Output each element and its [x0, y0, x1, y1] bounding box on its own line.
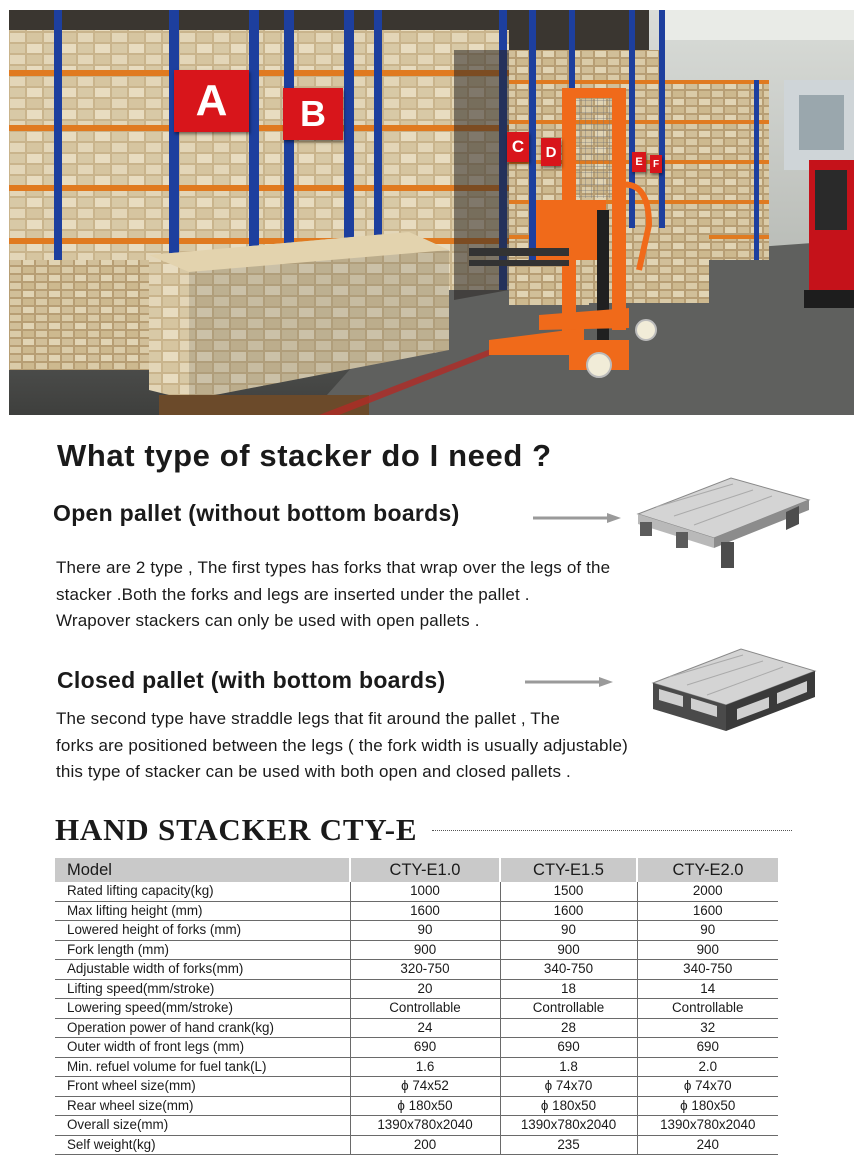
spec-value-cell: ϕ 180x50 — [350, 1096, 500, 1116]
spec-value-cell: 900 — [350, 940, 500, 960]
spec-value-cell: 1.8 — [500, 1057, 637, 1077]
spec-value-cell: 1600 — [500, 901, 637, 921]
spec-label-cell: Min. refuel volume for fuel tank(L) — [55, 1057, 350, 1077]
spec-label-cell: Fork length (mm) — [55, 940, 350, 960]
column-header-cty-e2-0: CTY-E2.0 — [637, 858, 778, 882]
spec-value-cell: 90 — [637, 921, 778, 941]
open-pallet-line-3: Wrapover stackers can only be used with open pallets . — [56, 611, 480, 630]
warehouse-photo — [9, 10, 854, 415]
table-row — [55, 960, 778, 980]
open-pallet-line-2: stacker .Both the forks and legs are inserted under the pallet . — [56, 584, 530, 604]
spec-value-cell: Controllable — [637, 999, 778, 1019]
column-header-cty-e1-0: CTY-E1.0 — [350, 858, 500, 882]
arrow-right-icon — [533, 511, 621, 525]
open-pallet-icon — [636, 476, 811, 572]
table-row — [55, 1135, 778, 1155]
spec-value-cell: 2000 — [637, 882, 778, 901]
spec-value-cell: Controllable — [350, 999, 500, 1019]
rack-sign-b: B — [283, 88, 343, 140]
rack-sign-c: C — [507, 132, 529, 162]
table-row — [55, 1018, 778, 1038]
spec-value-cell: ϕ 180x50 — [500, 1096, 637, 1116]
spec-label-cell: Outer width of front legs (mm) — [55, 1038, 350, 1058]
closed-pallet-line-2: forks are positioned between the legs ( the fork width is usually adjustable) — [56, 735, 628, 755]
spec-value-cell: 690 — [350, 1038, 500, 1058]
spec-value-cell: 28 — [500, 1018, 637, 1038]
table-row — [55, 882, 778, 901]
spec-label-cell: Lowered height of forks (mm) — [55, 921, 350, 941]
spec-value-cell: 14 — [637, 979, 778, 999]
table-row — [55, 940, 778, 960]
table-row — [55, 1057, 778, 1077]
spec-label-cell: Lowering speed(mm/stroke) — [55, 999, 350, 1019]
spec-label-cell: Rear wheel size(mm) — [55, 1096, 350, 1116]
spec-value-cell: ϕ 180x50 — [637, 1096, 778, 1116]
table-row — [55, 1116, 778, 1136]
table-row — [55, 1038, 778, 1058]
table-row — [55, 1077, 778, 1097]
spec-value-cell: 24 — [350, 1018, 500, 1038]
spec-value-cell: 1390x780x2040 — [500, 1116, 637, 1136]
spec-label-cell: Rated lifting capacity(kg) — [55, 882, 350, 901]
spec-value-cell: 690 — [637, 1038, 778, 1058]
table-row — [55, 1096, 778, 1116]
rack-sign-a: A — [174, 70, 249, 132]
spec-value-cell: 690 — [500, 1038, 637, 1058]
column-header-cty-e1-5: CTY-E1.5 — [500, 858, 637, 882]
title-divider — [432, 830, 792, 831]
spec-label-cell: Max lifting height (mm) — [55, 901, 350, 921]
spec-value-cell: 20 — [350, 979, 500, 999]
spec-value-cell: 340-750 — [500, 960, 637, 980]
spec-value-cell: 200 — [350, 1135, 500, 1155]
table-row — [55, 979, 778, 999]
rack-sign-f: F — [650, 155, 662, 173]
spec-value-cell: 32 — [637, 1018, 778, 1038]
product-title: HAND STACKER CTY-E — [55, 812, 418, 847]
open-pallet-line-1: There are 2 type , The first types has forks that wrap over the legs of the — [56, 558, 611, 577]
rack-sign-e: E — [632, 152, 646, 172]
spec-table-body — [55, 882, 778, 1155]
spec-value-cell: 1600 — [637, 901, 778, 921]
spec-label-cell: Adjustable width of forks(mm) — [55, 960, 350, 980]
open-pallet-description — [56, 555, 610, 635]
spec-label-cell: Operation power of hand crank(kg) — [55, 1018, 350, 1038]
spec-label-cell: Overall size(mm) — [55, 1116, 350, 1136]
spec-value-cell: ϕ 74x70 — [500, 1077, 637, 1097]
spec-value-cell: 1000 — [350, 882, 500, 901]
spec-label-cell: Self weight(kg) — [55, 1135, 350, 1155]
spec-value-cell: 90 — [350, 921, 500, 941]
spec-value-cell: 18 — [500, 979, 637, 999]
main-heading: What type of stacker do I need ? — [57, 438, 552, 473]
spec-table-header-row — [55, 858, 778, 882]
spec-value-cell: 900 — [637, 940, 778, 960]
rack-sign-d: D — [541, 138, 561, 166]
spec-value-cell: 240 — [637, 1135, 778, 1155]
spec-value-cell: 900 — [500, 940, 637, 960]
spec-value-cell: ϕ 74x52 — [350, 1077, 500, 1097]
closed-pallet-icon — [651, 647, 817, 735]
closed-pallet-line-3: this type of stacker can be used with both open and closed pallets . — [56, 762, 571, 781]
spec-value-cell: 235 — [500, 1135, 637, 1155]
table-row — [55, 901, 778, 921]
spec-value-cell: 1390x780x2040 — [350, 1116, 500, 1136]
table-row — [55, 999, 778, 1019]
warehouse-scene — [9, 10, 854, 415]
spec-value-cell: 1500 — [500, 882, 637, 901]
spec-label-cell: Lifting speed(mm/stroke) — [55, 979, 350, 999]
spec-value-cell: 1.6 — [350, 1057, 500, 1077]
closed-pallet-heading: Closed pallet (with bottom boards) — [57, 667, 446, 693]
spec-value-cell: 1600 — [350, 901, 500, 921]
spec-value-cell: 1390x780x2040 — [637, 1116, 778, 1136]
closed-pallet-description — [56, 706, 628, 786]
closed-pallet-line-1: The second type have straddle legs that fit around the pallet , The — [56, 709, 560, 728]
open-pallet-heading: Open pallet (without bottom boards) — [53, 500, 460, 526]
spec-value-cell: 90 — [500, 921, 637, 941]
spec-value-cell: Controllable — [500, 999, 637, 1019]
spec-value-cell: 340-750 — [637, 960, 778, 980]
spec-table — [55, 858, 778, 1155]
spec-value-cell: 320-750 — [350, 960, 500, 980]
spec-label-cell: Front wheel size(mm) — [55, 1077, 350, 1097]
arrow-right-icon — [525, 675, 613, 689]
table-row — [55, 921, 778, 941]
column-header-model: Model — [55, 858, 350, 882]
spec-value-cell: 2.0 — [637, 1057, 778, 1077]
spec-value-cell: ϕ 74x70 — [637, 1077, 778, 1097]
